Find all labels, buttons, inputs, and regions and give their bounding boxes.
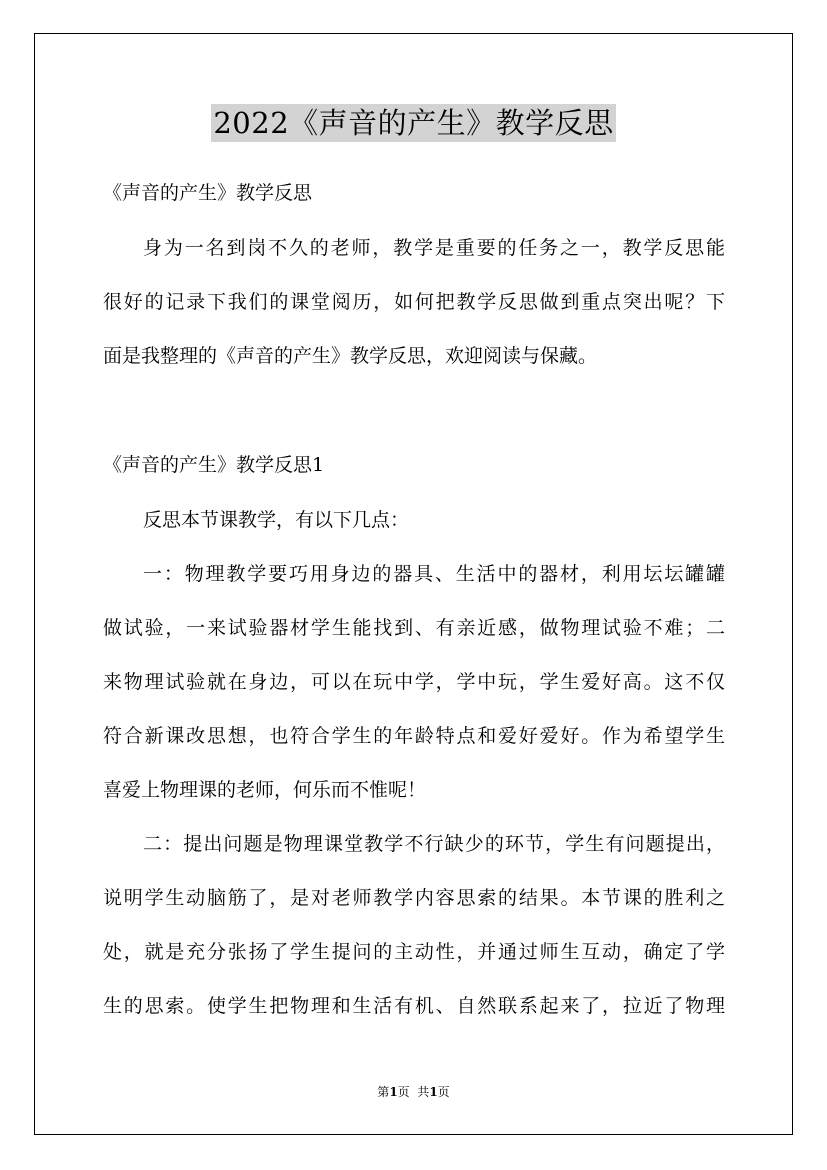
- page-footer: [0, 1084, 827, 1100]
- intro-line: 很好的记录下我们的课堂阅历，如何把教学反思做到重点突出呢？下: [103, 291, 725, 313]
- subtitle: 《声音的产生》教学反思: [103, 182, 313, 204]
- section-lead: 反思本节课教学，有以下几点：: [143, 509, 410, 531]
- intro-line: 身为一名到岗不久的老师，教学是重要的任务之一，教学反思能: [143, 237, 725, 259]
- paragraph-line: 二：提出问题是物理课堂教学不行缺少的环节，学生有问题提出，: [143, 833, 725, 855]
- paragraph-line: 喜爱上物理课的老师，何乐而不惟呢！: [103, 779, 427, 801]
- footer-suffix: 页: [437, 1085, 450, 1099]
- section-heading: 《声音的产生》教学反思1: [103, 454, 325, 476]
- footer-mid: 页 共: [397, 1085, 430, 1099]
- footer-total-pages: 1: [429, 1085, 438, 1099]
- title-container: [0, 104, 827, 142]
- document-title: 2022《声音的产生》教学反思: [213, 106, 614, 140]
- paragraph-line: 一：物理教学要巧用身边的器具、生活中的器材，利用坛坛罐罐: [143, 563, 725, 585]
- footer-prefix: 第: [377, 1085, 390, 1099]
- paragraph-line: 生的思索。使学生把物理和生活有机、自然联系起来了，拉近了物理: [103, 995, 725, 1017]
- paragraph-line: 符合新课改思想，也符合学生的年龄特点和爱好爱好。作为希望学生: [103, 725, 725, 747]
- footer-page-number: 1: [389, 1085, 398, 1099]
- paragraph-line: 来物理试验就在身边，可以在玩中学，学中玩，学生爱好高。这不仅: [103, 671, 725, 693]
- paragraph-line: 做试验，一来试验器材学生能找到、有亲近感，做物理试验不难；二: [103, 617, 725, 639]
- intro-line: 面是我整理的《声音的产生》教学反思，欢迎阅读与保藏。: [103, 345, 598, 367]
- paragraph-line: 说明学生动脑筋了，是对老师教学内容思索的结果。本节课的胜利之: [103, 887, 725, 909]
- paragraph-line: 处，就是充分张扬了学生提问的主动性，并通过师生互动，确定了学: [103, 941, 725, 963]
